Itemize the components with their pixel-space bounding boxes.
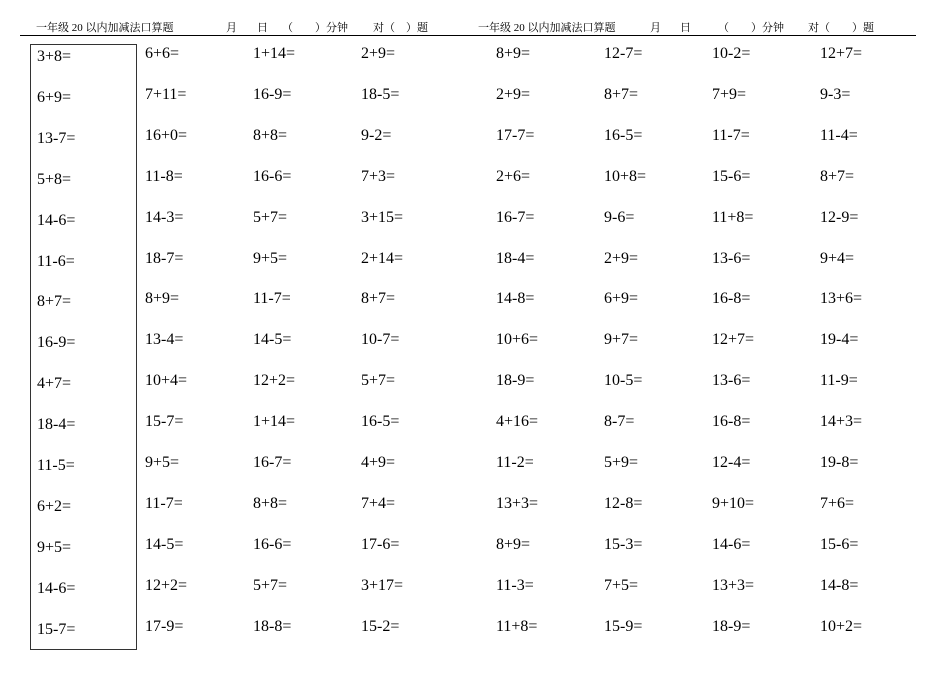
math-problem: 19-4= — [820, 331, 859, 348]
math-problem: 16-6= — [253, 536, 292, 553]
math-problem: 9+5= — [253, 250, 288, 267]
minutes-label: （ ）分钟 — [282, 22, 348, 34]
math-problem: 17-6= — [361, 536, 400, 553]
math-problem: 18-5= — [361, 86, 400, 103]
math-problem: 9+5= — [37, 539, 72, 556]
math-problem: 8-7= — [604, 413, 635, 430]
math-problem: 7+6= — [820, 495, 855, 512]
math-problem: 4+9= — [361, 454, 396, 471]
math-problem: 18-4= — [496, 250, 535, 267]
math-problem: 1+14= — [253, 413, 296, 430]
math-problem: 11-2= — [496, 454, 534, 471]
math-problem: 2+9= — [496, 86, 531, 103]
math-problem: 15-9= — [604, 618, 643, 635]
math-problem: 6+6= — [145, 45, 180, 62]
math-problem: 3+15= — [361, 209, 404, 226]
math-problem: 16-8= — [712, 290, 751, 307]
math-problem: 12-7= — [604, 45, 643, 62]
math-problem: 8+7= — [820, 168, 855, 185]
math-problem: 12+2= — [145, 577, 188, 594]
math-problem: 6+9= — [37, 89, 72, 106]
math-problem: 11-7= — [253, 290, 291, 307]
math-problem: 8+7= — [604, 86, 639, 103]
math-problem: 12-9= — [820, 209, 859, 226]
math-problem: 12+7= — [820, 45, 863, 62]
math-problem: 12-4= — [712, 454, 751, 471]
math-problem: 11-3= — [496, 577, 534, 594]
math-problem: 8+9= — [496, 536, 531, 553]
math-problem: 14-5= — [253, 331, 292, 348]
math-problem: 6+9= — [604, 290, 639, 307]
math-problem: 9-2= — [361, 127, 392, 144]
math-problem: 11+8= — [496, 618, 538, 635]
worksheet-title: 一年级 20 以内加减法口算题 — [478, 22, 616, 34]
math-problem: 10+2= — [820, 618, 863, 635]
math-problem: 15-7= — [37, 621, 76, 638]
math-problem: 11-9= — [820, 372, 858, 389]
day-label: 日 — [257, 22, 268, 34]
math-problem: 10-5= — [604, 372, 643, 389]
math-problem: 8+7= — [37, 293, 72, 310]
math-problem: 8+9= — [496, 45, 531, 62]
math-problem: 7+9= — [712, 86, 747, 103]
math-problem: 5+9= — [604, 454, 639, 471]
math-problem: 16-9= — [253, 86, 292, 103]
math-problem: 10+8= — [604, 168, 647, 185]
math-problem: 13-6= — [712, 372, 751, 389]
math-problem: 5+8= — [37, 171, 72, 188]
math-problem: 11-7= — [712, 127, 750, 144]
math-problem: 13-6= — [712, 250, 751, 267]
math-problem: 15-7= — [145, 413, 184, 430]
math-problem: 5+7= — [253, 577, 288, 594]
math-problem: 18-4= — [37, 416, 76, 433]
math-problem: 13+3= — [712, 577, 755, 594]
math-problem: 15-3= — [604, 536, 643, 553]
math-problem: 7+4= — [361, 495, 396, 512]
math-problem: 16-7= — [253, 454, 292, 471]
math-problem: 13-7= — [37, 130, 76, 147]
math-problem: 8+7= — [361, 290, 396, 307]
math-problem: 7+3= — [361, 168, 396, 185]
math-problem: 14-5= — [145, 536, 184, 553]
math-problem: 4+7= — [37, 375, 72, 392]
math-problem: 10+4= — [145, 372, 188, 389]
math-problem: 15-6= — [712, 168, 751, 185]
math-problem: 16-6= — [253, 168, 292, 185]
math-problem: 17-9= — [145, 618, 184, 635]
math-problem: 13+3= — [496, 495, 539, 512]
math-problem: 14+3= — [820, 413, 863, 430]
math-problem: 7+5= — [604, 577, 639, 594]
math-problem: 13-4= — [145, 331, 184, 348]
month-label: 月 — [226, 22, 237, 34]
math-problem: 15-2= — [361, 618, 400, 635]
math-problem: 2+9= — [604, 250, 639, 267]
math-problem: 3+8= — [37, 48, 72, 65]
math-problem: 9-3= — [820, 86, 851, 103]
math-problem: 14-6= — [37, 212, 76, 229]
math-problem: 9+5= — [145, 454, 180, 471]
math-problem: 12+7= — [712, 331, 755, 348]
math-problem: 11+8= — [712, 209, 754, 226]
math-problem: 2+6= — [496, 168, 531, 185]
math-problem: 12+2= — [253, 372, 296, 389]
math-problem: 18-9= — [496, 372, 535, 389]
math-problem: 15-6= — [820, 536, 859, 553]
header-right — [0, 20, 950, 36]
math-problem: 14-6= — [37, 580, 76, 597]
math-problem: 4+16= — [496, 413, 539, 430]
math-problem: 16-5= — [604, 127, 643, 144]
minutes-label: （ ）分钟 — [718, 22, 784, 34]
math-problem: 1+14= — [253, 45, 296, 62]
math-problem: 9-6= — [604, 209, 635, 226]
math-problem: 17-7= — [496, 127, 535, 144]
math-problem: 5+7= — [361, 372, 396, 389]
math-problem: 2+9= — [361, 45, 396, 62]
math-problem: 9+10= — [712, 495, 755, 512]
math-problem: 11-5= — [37, 457, 75, 474]
math-problem: 11-8= — [145, 168, 183, 185]
math-problem: 9+4= — [820, 250, 855, 267]
math-problem: 8+8= — [253, 127, 288, 144]
correct-count-label: 对（ ）题 — [808, 22, 874, 34]
math-problem: 10-2= — [712, 45, 751, 62]
math-problem: 11-7= — [145, 495, 183, 512]
math-problem: 2+14= — [361, 250, 404, 267]
math-problem: 13+6= — [820, 290, 863, 307]
math-problem: 8+9= — [145, 290, 180, 307]
math-problem: 5+7= — [253, 209, 288, 226]
math-problem: 3+17= — [361, 577, 404, 594]
math-problem: 16-7= — [496, 209, 535, 226]
worksheet-title: 一年级 20 以内加减法口算题 — [36, 22, 174, 34]
math-problem: 10-7= — [361, 331, 400, 348]
math-problem: 19-8= — [820, 454, 859, 471]
math-problem: 6+2= — [37, 498, 72, 515]
math-problem: 7+11= — [145, 86, 187, 103]
month-label: 月 — [650, 22, 661, 34]
math-problem: 16-5= — [361, 413, 400, 430]
math-problem: 14-8= — [820, 577, 859, 594]
math-problem: 11-4= — [820, 127, 858, 144]
math-problem: 16-9= — [37, 334, 76, 351]
math-problem: 14-3= — [145, 209, 184, 226]
math-problem: 18-7= — [145, 250, 184, 267]
math-problem: 10+6= — [496, 331, 539, 348]
math-problem: 9+7= — [604, 331, 639, 348]
math-problem: 14-6= — [712, 536, 751, 553]
math-problem: 14-8= — [496, 290, 535, 307]
math-problem: 12-8= — [604, 495, 643, 512]
correct-count-label: 对（ ）题 — [373, 22, 428, 34]
math-problem: 18-9= — [712, 618, 751, 635]
day-label: 日 — [680, 22, 691, 34]
math-problem: 11-6= — [37, 253, 75, 270]
math-problem: 16+0= — [145, 127, 188, 144]
math-problem: 18-8= — [253, 618, 292, 635]
math-problem: 8+8= — [253, 495, 288, 512]
header-divider — [20, 35, 916, 36]
math-problem: 16-8= — [712, 413, 751, 430]
